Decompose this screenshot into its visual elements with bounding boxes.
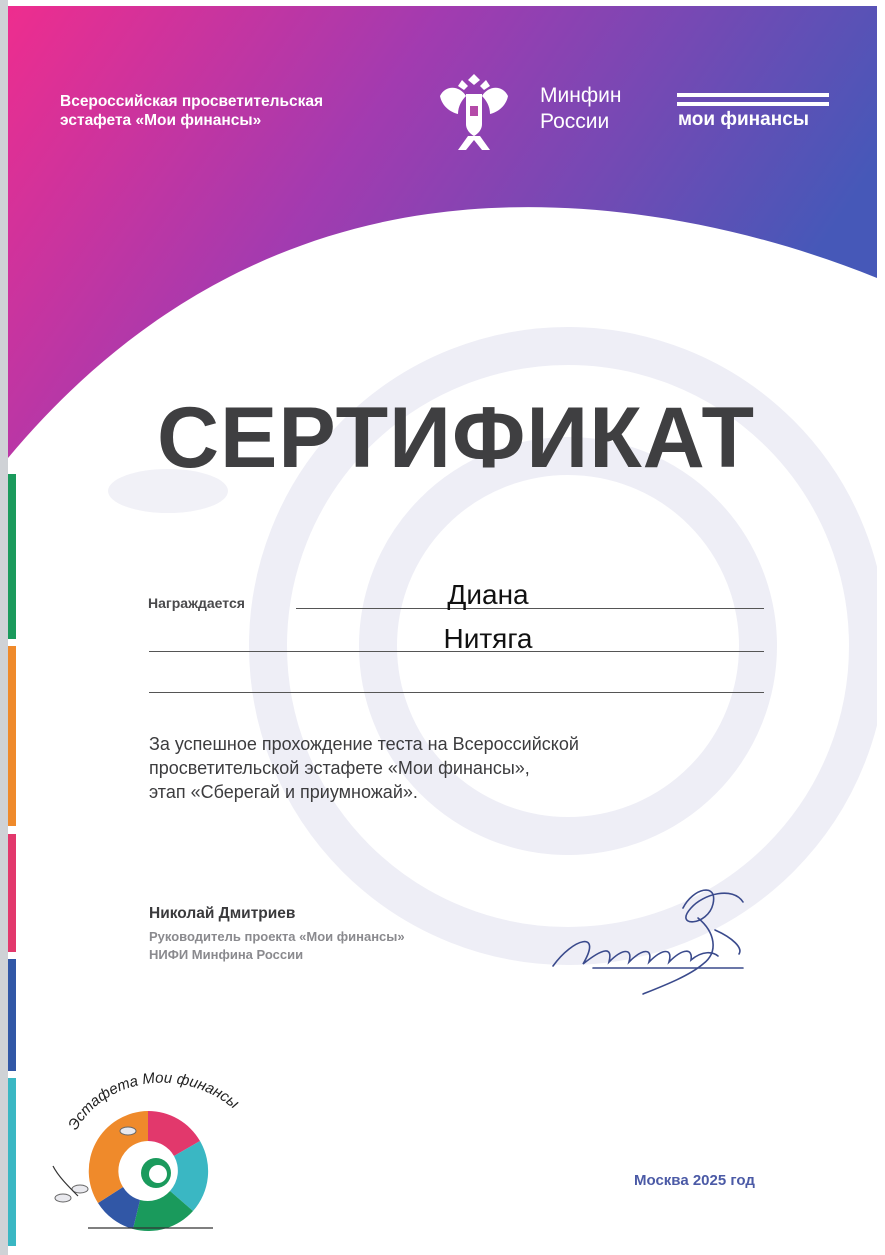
description-line-3: этап «Сберегай и приумножай».: [149, 782, 418, 802]
ministry-name: [540, 83, 621, 135]
relay-logo-label: Эстафета Мои финансы: [64, 1069, 243, 1134]
page-edge: [0, 0, 8, 1255]
city-year: Москва 2025 год: [634, 1172, 755, 1189]
brand-logo-text: мои финансы: [678, 109, 809, 130]
description-line-1: За успешное прохождение теста на Всероссийской: [149, 734, 579, 754]
award-description: [149, 732, 709, 804]
ministry-name-line1: Минфин: [540, 84, 622, 107]
ministry-name-line2: России: [540, 110, 610, 133]
double-headed-eagle-icon: [432, 66, 516, 156]
description-line-2: просветительской эстафете «Мои финансы»,: [149, 758, 530, 778]
svg-text:Эстафета Мои финансы: [65, 1070, 242, 1133]
signer-role-line1: Руководитель проекта «Мои финансы»: [149, 929, 405, 944]
certificate-page: [8, 6, 877, 1246]
signature: [543, 868, 773, 998]
relay-logo-text: [46, 1056, 246, 1136]
awarded-label: Награждается: [148, 595, 245, 611]
awardee-first-name: Диана: [447, 579, 529, 610]
signer-role: [149, 928, 405, 964]
relay-title: [60, 92, 380, 130]
relay-title-line1: Всероссийская просветительская: [60, 93, 324, 110]
signer-role-line2: НИФИ Минфина России: [149, 947, 304, 962]
awardee-last-name: Нитяга: [443, 623, 533, 654]
certificate-title: СЕРТИФИКАТ: [156, 390, 756, 486]
name-line-3: [149, 692, 764, 693]
relay-title-line2: эстафета «Мои финансы»: [60, 112, 262, 129]
signer-name: Николай Дмитриев: [149, 905, 296, 922]
